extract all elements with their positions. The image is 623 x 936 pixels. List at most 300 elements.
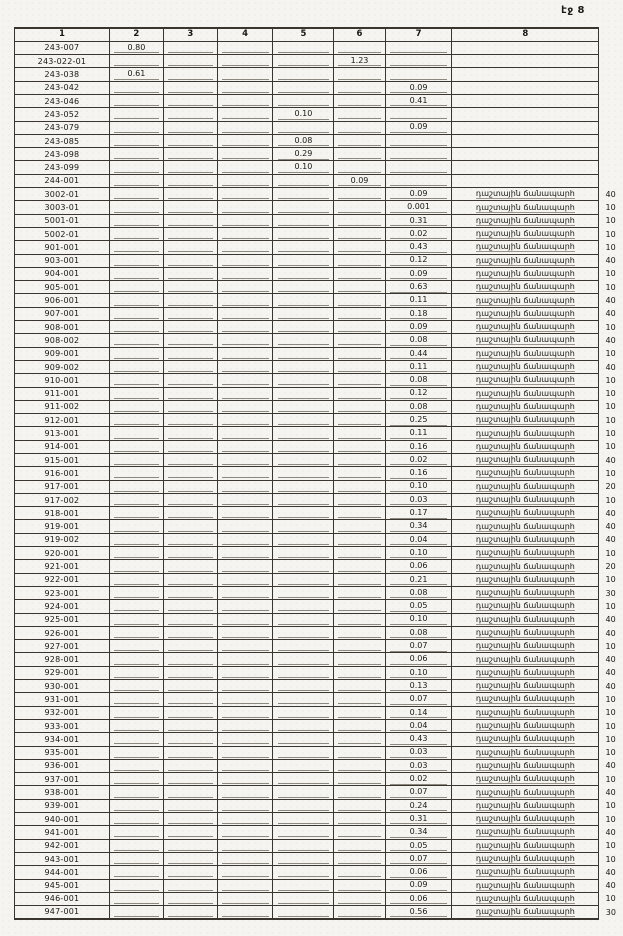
cell-fill-line: [114, 748, 160, 758]
cell-value-col5: [273, 547, 334, 560]
cell-fill-line: [278, 468, 330, 478]
road-type-text: դաշտային ճանապարհ: [475, 242, 575, 252]
road-type-text: դաշտային ճանապարհ: [475, 388, 575, 398]
cell-code: 243-022-01: [15, 55, 110, 68]
road-type-text: դաշտային ճանապարհ: [475, 774, 575, 784]
margin-number: 10: [605, 495, 616, 505]
cell-value-col7: [385, 321, 452, 334]
cell-fill-line: [278, 734, 330, 744]
cell-fill-line: 0.09: [390, 269, 447, 280]
cell-fill-line: [222, 362, 269, 372]
cell-value-col5: [273, 520, 334, 533]
cell-fill-line: [390, 56, 447, 66]
margin-number: 10: [605, 814, 616, 824]
cell-value-col5: [273, 613, 334, 626]
cell-value-col7: [385, 281, 452, 294]
cell-value-col2: [109, 414, 163, 427]
road-type-text: դաշտային ճանապարհ: [475, 561, 575, 571]
cell-fill-line: [278, 309, 330, 319]
cell-fill-line: [114, 229, 160, 239]
cell-fill-line: [222, 335, 269, 345]
cell-fill-line: [338, 282, 381, 292]
cell-value-col6: [334, 414, 385, 427]
cell-fill-line: [114, 774, 160, 784]
cell-value-col6: [334, 214, 385, 227]
cell-fill-line: 0.08: [390, 628, 447, 639]
cell-code: 908-001: [15, 321, 110, 334]
margin-number: 40: [605, 628, 616, 638]
cell-value-col2: [109, 680, 163, 693]
cell-value-col3: [163, 626, 217, 639]
cell-value-col4: [217, 400, 273, 413]
cell-fill-line: [222, 535, 269, 545]
cell-value-col5: [273, 640, 334, 653]
cell-road-type: [452, 533, 599, 546]
road-type-text: դաշտային ճանապարհ: [475, 308, 575, 318]
margin-number: 10: [605, 229, 616, 239]
cell-fill-line: [168, 841, 213, 851]
cell-road-type: [452, 174, 599, 187]
cell-fill-line: [222, 123, 269, 133]
road-type-text: դաշտային ճանապարհ: [475, 614, 575, 624]
cell-fill-line: [114, 269, 160, 279]
cell-fill-line: [168, 588, 213, 598]
cell-fill-line: [168, 83, 213, 93]
cell-value-col4: [217, 547, 273, 560]
cell-fill-line: 0.03: [390, 495, 447, 506]
cell-road-type: [452, 493, 599, 506]
cell-value-col4: [217, 786, 273, 799]
cell-value-col6: [334, 520, 385, 533]
cell-road-type: [452, 507, 599, 520]
cell-value-col3: [163, 94, 217, 107]
cell-road-type: [452, 281, 599, 294]
cell-fill-line: [114, 282, 160, 292]
cell-code: 243-079: [15, 121, 110, 134]
cell-fill-line: [338, 801, 381, 811]
cell-value-col6: [334, 81, 385, 94]
table-row: [15, 427, 623, 440]
cell-value-col4: [217, 267, 273, 280]
cell-value-col5: [273, 586, 334, 599]
road-type-text: դաշտային ճանապարհ: [475, 521, 575, 531]
cell-code: 920-001: [15, 547, 110, 560]
cell-fill-line: [278, 508, 330, 518]
cell-value-col5: [273, 440, 334, 453]
cell-value-col7: [385, 653, 452, 666]
cell-value-col2: [109, 480, 163, 493]
cell-road-type: [452, 600, 599, 613]
cell-value-col5: [273, 653, 334, 666]
cell-value-col6: [334, 108, 385, 121]
cell-value-col6: [334, 852, 385, 865]
road-type-text: դաշտային ճանապարհ: [475, 641, 575, 651]
cell-fill-line: 0.08: [390, 335, 447, 346]
cell-code: 243-046: [15, 94, 110, 107]
cell-code: 925-001: [15, 613, 110, 626]
cell-value-col2: [109, 719, 163, 732]
cell-fill-line: [278, 176, 330, 186]
cell-fill-line: [278, 96, 330, 106]
margin-number: 40: [605, 362, 616, 372]
cell-value-col6: [334, 573, 385, 586]
cell-value-col2: [109, 174, 163, 187]
cell-fill-line: 0.24: [390, 801, 447, 812]
cell-value-col6: [334, 879, 385, 892]
cell-value-col2: [109, 467, 163, 480]
cell-fill-line: [278, 83, 330, 93]
cell-value-col6: [334, 653, 385, 666]
cell-value-col4: [217, 573, 273, 586]
cell-fill-line: [338, 575, 381, 585]
cell-value-col4: [217, 746, 273, 759]
cell-value-col4: [217, 680, 273, 693]
cell-value-col3: [163, 347, 217, 360]
margin-number: [599, 94, 623, 107]
cell-value-col2: [109, 108, 163, 121]
cell-value-col5: [273, 746, 334, 759]
table-row: [15, 693, 623, 706]
cell-value-col5: [273, 227, 334, 240]
cell-value-col6: [334, 839, 385, 852]
cell-fill-line: [222, 588, 269, 598]
cell-value-col2: [109, 906, 163, 919]
cell-value-col7: [385, 600, 452, 613]
margin-number: 10: [605, 203, 616, 212]
cell-fill-line: [114, 827, 160, 837]
cell-value-col5: [273, 786, 334, 799]
cell-fill-line: [222, 522, 269, 532]
cell-fill-line: [168, 216, 213, 226]
cell-road-type: [452, 640, 599, 653]
margin-number: 20: [605, 482, 616, 492]
cell-fill-line: [168, 641, 213, 651]
cell-fill-line: [278, 482, 330, 492]
cell-fill-line: [278, 867, 330, 877]
margin-number: 10: [605, 349, 616, 359]
cell-value-col2: [109, 573, 163, 586]
cell-fill-line: [114, 562, 160, 572]
cell-fill-line: [168, 495, 213, 505]
cell-road-type: [452, 839, 599, 852]
cell-value-col7: [385, 360, 452, 373]
cell-value-col5: [273, 666, 334, 679]
cell-value-col7: [385, 666, 452, 679]
cell-fill-line: [168, 136, 213, 146]
cell-fill-line: [114, 721, 160, 731]
cell-value-col4: [217, 81, 273, 94]
cell-code: 3002-01: [15, 188, 110, 201]
cell-fill-line: 0.09: [390, 189, 447, 200]
cell-fill-line: [114, 149, 160, 159]
margin-number: 40: [605, 535, 616, 545]
cell-value-col7: [385, 68, 452, 81]
cell-fill-line: [168, 535, 213, 545]
cell-fill-line: [222, 575, 269, 585]
cell-value-col3: [163, 533, 217, 546]
cell-fill-line: [278, 296, 330, 306]
cell-fill-line: [278, 495, 330, 505]
cell-fill-line: [338, 841, 381, 851]
cell-fill-line: 0.17: [390, 508, 447, 519]
cell-fill-line: [222, 907, 269, 917]
cell-fill-line: [168, 415, 213, 425]
cell-value-col7: [385, 454, 452, 467]
road-type-text: դաշտային ճանապարհ: [475, 468, 575, 478]
cell-value-col2: [109, 161, 163, 174]
cell-value-col4: [217, 839, 273, 852]
cell-road-type: [452, 214, 599, 227]
cell-value-col2: [109, 626, 163, 639]
cell-value-col7: [385, 148, 452, 161]
cell-fill-line: [222, 681, 269, 691]
cell-value-col6: [334, 334, 385, 347]
cell-value-col6: [334, 374, 385, 387]
table-row: [15, 759, 623, 772]
cell-fill-line: [222, 854, 269, 864]
cell-value-col3: [163, 321, 217, 334]
cell-fill-line: 0.07: [390, 854, 447, 865]
cell-fill-line: [278, 189, 330, 199]
cell-fill-line: [390, 136, 447, 146]
cell-fill-line: [338, 668, 381, 678]
cell-fill-line: 0.12: [390, 255, 447, 266]
cell-value-col3: [163, 254, 217, 267]
cell-fill-line: [114, 389, 160, 399]
cell-fill-line: [114, 841, 160, 851]
table-row: [15, 214, 623, 227]
cell-fill-line: 0.06: [390, 867, 447, 878]
cell-fill-line: [114, 881, 160, 891]
cell-value-col3: [163, 493, 217, 506]
cell-value-col7: [385, 733, 452, 746]
cell-fill-line: 0.10: [390, 481, 447, 492]
cell-fill-line: 0.13: [390, 681, 447, 692]
cell-value-col2: [109, 148, 163, 161]
cell-fill-line: 0.43: [390, 734, 447, 745]
cell-fill-line: [222, 229, 269, 239]
road-type-text: դաշտային ճանապարհ: [475, 787, 575, 797]
cell-fill-line: [114, 734, 160, 744]
cell-fill-line: [168, 867, 213, 877]
cell-fill-line: [222, 43, 269, 53]
cell-fill-line: [222, 601, 269, 611]
cell-value-col3: [163, 547, 217, 560]
cell-fill-line: 0.34: [390, 521, 447, 532]
cell-road-type: [452, 586, 599, 599]
cell-fill-line: [278, 854, 330, 864]
table-row: [15, 733, 623, 746]
cell-fill-line: [338, 109, 381, 119]
cell-value-col6: [334, 267, 385, 280]
margin-number: 40: [605, 189, 616, 199]
parcel-table: [14, 27, 623, 920]
cell-fill-line: [278, 455, 330, 465]
cell-fill-line: 0.10: [390, 548, 447, 559]
cell-code: 941-001: [15, 826, 110, 839]
cell-value-col4: [217, 852, 273, 865]
cell-value-col3: [163, 55, 217, 68]
cell-fill-line: 0.34: [390, 827, 447, 838]
cell-road-type: [452, 733, 599, 746]
cell-road-type: [452, 560, 599, 573]
cell-fill-line: [278, 123, 330, 133]
margin-number: [599, 174, 623, 187]
cell-value-col4: [217, 813, 273, 826]
cell-fill-line: 0.07: [390, 641, 447, 652]
cell-fill-line: [168, 508, 213, 518]
cell-fill-line: [168, 349, 213, 359]
cell-fill-line: [222, 269, 269, 279]
cell-road-type: [452, 879, 599, 892]
cell-fill-line: 0.07: [390, 787, 447, 798]
cell-value-col4: [217, 360, 273, 373]
cell-fill-line: [338, 362, 381, 372]
cell-value-col4: [217, 507, 273, 520]
cell-fill-line: [168, 123, 213, 133]
cell-fill-line: [222, 203, 269, 213]
margin-spacer: [599, 28, 623, 41]
cell-road-type: [452, 773, 599, 786]
table-row: [15, 773, 623, 786]
road-type-text: դաշտային ճանապարհ: [475, 255, 575, 265]
cell-value-col4: [217, 161, 273, 174]
cell-value-col6: [334, 759, 385, 772]
cell-value-col2: [109, 586, 163, 599]
cell-road-type: [452, 759, 599, 772]
cell-value-col6: [334, 174, 385, 187]
cell-fill-line: [168, 601, 213, 611]
cell-fill-line: [338, 43, 381, 53]
cell-fill-line: [390, 149, 447, 159]
cell-value-col6: [334, 241, 385, 254]
cell-code: 3003-01: [15, 201, 110, 214]
cell-value-col4: [217, 94, 273, 107]
table-row: [15, 81, 623, 94]
road-type-text: դաշտային ճանապարհ: [475, 588, 575, 598]
cell-fill-line: [222, 801, 269, 811]
road-type-text: դաշտային ճանապարհ: [475, 375, 575, 385]
table-row: [15, 826, 623, 839]
cell-value-col2: [109, 773, 163, 786]
cell-value-col2: [109, 454, 163, 467]
table-row: [15, 799, 623, 812]
cell-code: 938-001: [15, 786, 110, 799]
cell-fill-line: 0.08: [390, 588, 447, 599]
cell-code: 947-001: [15, 906, 110, 919]
cell-code: 927-001: [15, 640, 110, 653]
cell-fill-line: [278, 269, 330, 279]
cell-fill-line: [114, 788, 160, 798]
cell-fill-line: [338, 322, 381, 332]
cell-code: 901-001: [15, 241, 110, 254]
cell-value-col7: [385, 307, 452, 320]
cell-fill-line: [168, 562, 213, 572]
table-row: [15, 480, 623, 493]
table-row: [15, 520, 623, 533]
cell-code: 905-001: [15, 281, 110, 294]
cell-fill-line: [168, 375, 213, 385]
column-header-2: 2: [109, 28, 163, 41]
cell-value-col7: [385, 161, 452, 174]
cell-value-col7: [385, 467, 452, 480]
cell-value-col3: [163, 68, 217, 81]
cell-value-col6: [334, 866, 385, 879]
cell-fill-line: [390, 70, 447, 80]
cell-fill-line: [168, 655, 213, 665]
cell-code: 929-001: [15, 666, 110, 679]
cell-value-col6: [334, 161, 385, 174]
cell-fill-line: [168, 801, 213, 811]
road-type-text: դաշտային ճանապարհ: [475, 574, 575, 584]
header-row: [15, 28, 623, 41]
cell-fill-line: [278, 694, 330, 704]
cell-value-col3: [163, 307, 217, 320]
cell-value-col5: [273, 414, 334, 427]
road-type-text: դաշտային ճանապարհ: [475, 814, 575, 824]
cell-value-col2: [109, 188, 163, 201]
cell-road-type: [452, 706, 599, 719]
cell-value-col6: [334, 693, 385, 706]
cell-value-col5: [273, 241, 334, 254]
cell-value-col6: [334, 294, 385, 307]
column-header-7: 7: [385, 28, 452, 41]
margin-number: 10: [605, 282, 616, 292]
cell-fill-line: [114, 83, 160, 93]
cell-value-col3: [163, 852, 217, 865]
margin-number: 40: [605, 508, 616, 518]
cell-value-col7: [385, 493, 452, 506]
road-type-text: դաշտային ճանապարհ: [475, 800, 575, 810]
margin-number: 10: [605, 548, 616, 558]
cell-road-type: [452, 334, 599, 347]
cell-road-type: [452, 719, 599, 732]
cell-code: 244-001: [15, 174, 110, 187]
cell-fill-line: [168, 748, 213, 758]
cell-fill-line: [222, 615, 269, 625]
cell-value-col7: [385, 188, 452, 201]
margin-number: 10: [605, 269, 616, 279]
cell-value-col7: [385, 826, 452, 839]
cell-fill-line: [168, 203, 213, 213]
margin-number: 40: [605, 788, 616, 798]
cell-value-col5: [273, 693, 334, 706]
cell-fill-line: [222, 788, 269, 798]
cell-value-col2: [109, 400, 163, 413]
margin-number: 30: [605, 588, 616, 598]
cell-code: 936-001: [15, 759, 110, 772]
cell-code: 243-042: [15, 81, 110, 94]
cell-fill-line: [338, 256, 381, 266]
cell-road-type: [452, 307, 599, 320]
table-row: [15, 719, 623, 732]
margin-number: 40: [605, 615, 616, 625]
table-row: [15, 254, 623, 267]
cell-value-col5: [273, 174, 334, 187]
cell-value-col5: [273, 600, 334, 613]
cell-value-col3: [163, 281, 217, 294]
road-type-text: դաշտային ճանապարհ: [475, 548, 575, 558]
cell-value-col5: [273, 387, 334, 400]
cell-fill-line: [338, 375, 381, 385]
cell-value-col6: [334, 201, 385, 214]
cell-fill-line: [168, 827, 213, 837]
cell-fill-line: [222, 708, 269, 718]
cell-code: 917-002: [15, 493, 110, 506]
cell-fill-line: [222, 548, 269, 558]
cell-fill-line: [338, 854, 381, 864]
cell-road-type: [452, 161, 599, 174]
